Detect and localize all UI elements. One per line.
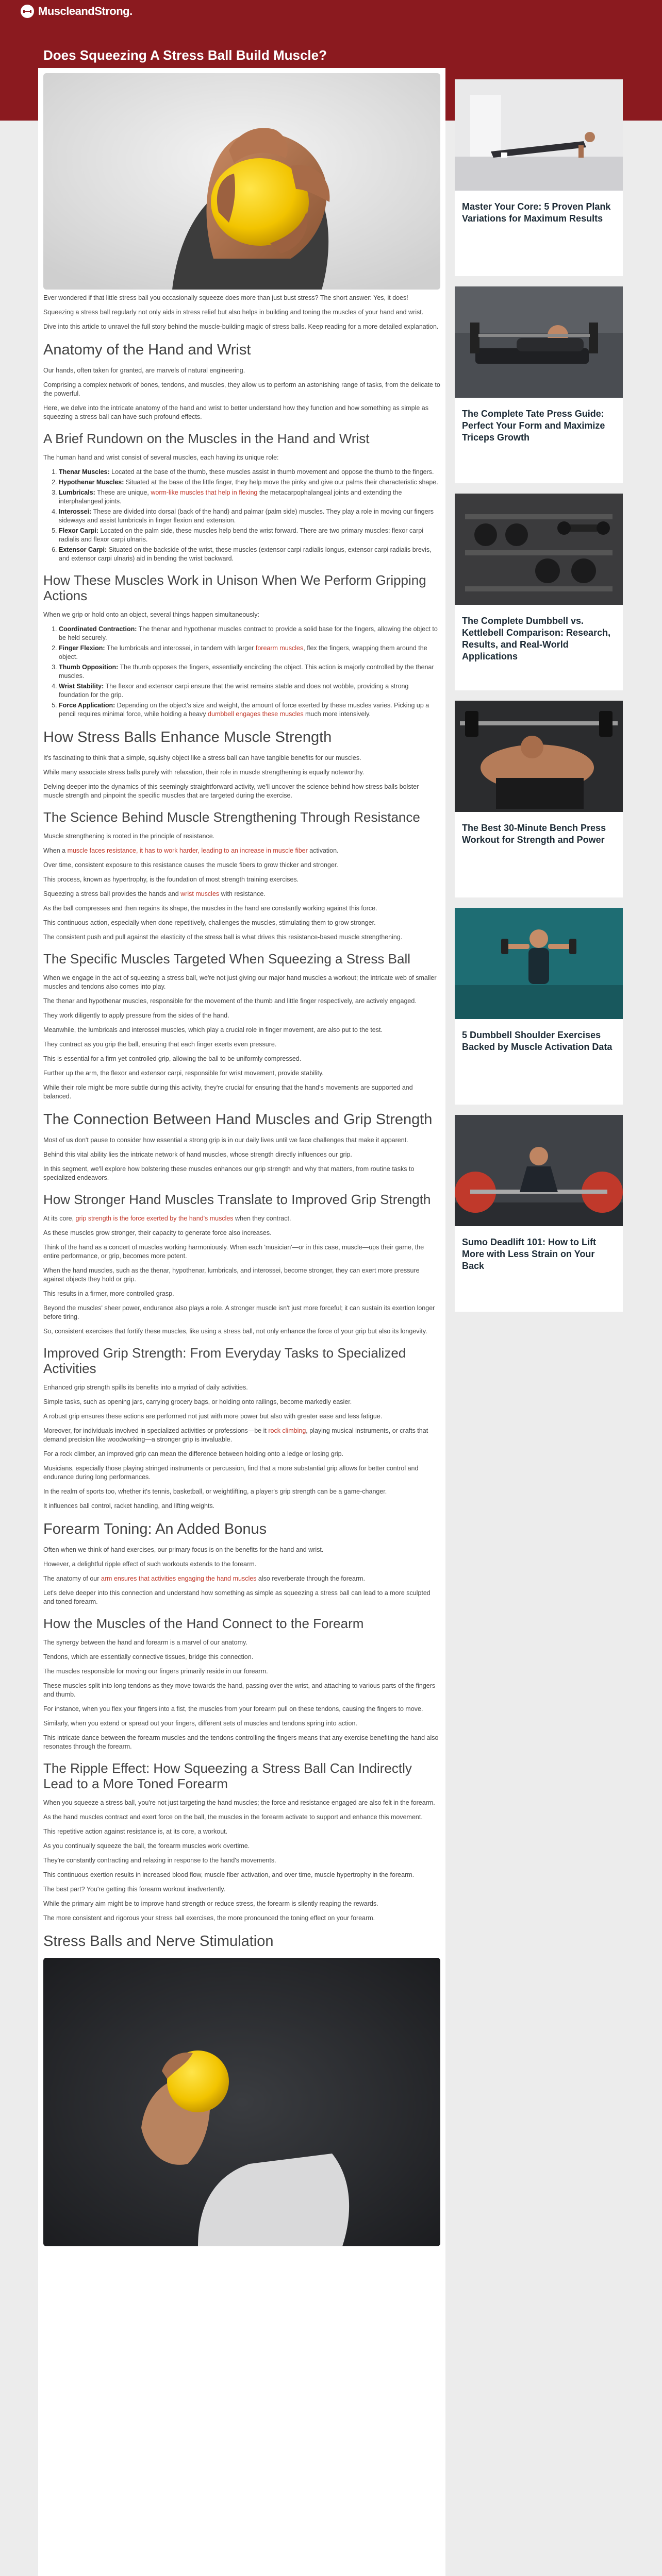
paragraph xyxy=(43,933,440,942)
paragraph xyxy=(43,1011,440,1020)
paragraph xyxy=(43,890,440,899)
section-heading: Stress Balls and Nerve Stimulation xyxy=(43,1933,274,1950)
list-item xyxy=(59,468,440,477)
paragraph-text: Let's delve deeper into this connection and understand how something as simple as squeezing a stress ball can lead to a more sculpted and toned forearm. xyxy=(43,1589,431,1605)
paragraph xyxy=(43,1464,440,1482)
paragraph xyxy=(43,323,440,331)
inline-link[interactable]: arm ensures that activities engaging the hand muscles xyxy=(101,1575,257,1582)
paragraph-text: Meanwhile, the lumbricals and interossei muscles, which play a crucial role in finger movement, are also put to the test. xyxy=(43,1026,383,1033)
paragraph xyxy=(43,1450,440,1459)
site-logo[interactable] xyxy=(21,4,133,19)
paragraph-text: Further up the arm, the flexor and extensor carpi, responsible for wrist movement, provide stability. xyxy=(43,1070,324,1077)
list-item xyxy=(59,478,440,487)
paragraph-text: Often when we think of hand exercises, our primary focus is on the benefits for the hand and wrist. xyxy=(43,1546,324,1553)
paragraph xyxy=(43,366,440,375)
paragraph-text: when they contract. xyxy=(233,1215,291,1222)
paragraph-text: This results in a firmer, more controlled grasp. xyxy=(43,1290,174,1297)
paragraph-text: As the hand muscles contract and exert force on the ball, the muscles in the forearm activate to support and enhance this movement. xyxy=(43,1814,423,1821)
paragraph xyxy=(43,1290,440,1298)
paragraph-text: Moreover, for individuals involved in specialized activities or professions—be it xyxy=(43,1427,269,1434)
numbered-list xyxy=(59,468,440,563)
paragraph-text: The more consistent and rigorous your stress ball exercises, the more pronounced the toning effect on your forearm. xyxy=(43,1914,375,1922)
paragraph-text: When a xyxy=(43,847,68,854)
paragraph-text: , playing musical instruments, or crafts that demand precision like woodworking—a stronger grip is invaluable. xyxy=(43,1427,428,1443)
list-item xyxy=(59,625,440,642)
subsection-heading: How Stronger Hand Muscles Translate to Improved Grip Strength xyxy=(43,1192,431,1207)
paragraph-text: A robust grip ensures these actions are performed not just with more power but also with greater ease and less fatigue. xyxy=(43,1413,383,1420)
paragraph xyxy=(43,1827,440,1836)
paragraph-text: They're constantly contracting and relaxing in response to the hand's movements. xyxy=(43,1857,276,1864)
paragraph-text: This repetitive action against resistance is, at its core, a workout. xyxy=(43,1828,228,1835)
paragraph-text: When we engage in the act of squeezing a stress ball, we're not just giving our major hand muscles a workout; the intricate web of smaller muscles and tendons also comes into play. xyxy=(43,974,437,990)
paragraph xyxy=(43,997,440,1006)
related-post-card[interactable] xyxy=(455,79,623,276)
paragraph-text: They contract as you grip the ball, ensuring that each finger exerts even pressure. xyxy=(43,1041,277,1048)
list-item-term: Thumb Opposition: xyxy=(59,664,119,671)
related-post-thumbnail[interactable] xyxy=(455,79,623,191)
related-post-thumbnail[interactable] xyxy=(455,1115,623,1226)
list-item-term: Force Application: xyxy=(59,702,115,709)
paragraph-text: with resistance. xyxy=(219,890,266,897)
paragraph-text: It's fascinating to think that a simple, squishy object like a stress ball can have tangible benefits for our muscles. xyxy=(43,754,361,761)
list-item xyxy=(59,644,440,662)
paragraph-text: Delving deeper into the dynamics of this seemingly straightforward activity, we'll uncover the science behind how stress balls bolster muscle strength and pinpoint the specific muscles that are targeted during the exercise. xyxy=(43,783,419,799)
paragraph xyxy=(43,1653,440,1662)
paragraph xyxy=(43,904,440,913)
related-post-card[interactable] xyxy=(455,701,623,897)
paragraph-text: This intricate dance between the forearm muscles and the tendons controlling the fingers means that any exercise benefiting the hand also resonates through the forearm. xyxy=(43,1734,439,1750)
related-post-title[interactable]: The Complete Tate Press Guide: Perfect Your Form and Maximize Triceps Growth xyxy=(462,409,605,443)
paragraph-text: Dive into this article to unravel the full story behind the muscle-building magic of stress balls. Keep reading for a more detailed explanation. xyxy=(43,323,439,330)
list-item xyxy=(59,546,440,563)
paragraph xyxy=(43,1487,440,1496)
paragraph-text: This is essential for a firm yet controlled grip, allowing the ball to be uniformly compressed. xyxy=(43,1055,302,1062)
paragraph-text: As you continually squeeze the ball, the forearm muscles work overtime. xyxy=(43,1842,250,1850)
paragraph xyxy=(43,974,440,991)
paragraph-text: Squeezing a stress ball provides the hands and xyxy=(43,890,181,897)
list-item-term: Flexor Carpi: xyxy=(59,527,99,534)
subsection-heading: A Brief Rundown on the Muscles in the Hand and Wrist xyxy=(43,431,370,446)
subsection-heading: The Science Behind Muscle Strengthening Through Resistance xyxy=(43,809,420,825)
related-post-title[interactable]: The Best 30-Minute Bench Press Workout for Strength and Power xyxy=(462,823,606,845)
list-item-term: Lumbricals: xyxy=(59,489,95,496)
subsection-heading: The Ripple Effect: How Squeezing a Stress Ball Can Indirectly Lead to a More Toned Forearm xyxy=(43,1760,412,1791)
paragraph-text: For instance, when you flex your fingers into a fist, the muscles from your forearm pull on these tendons, causing the fingers to move. xyxy=(43,1705,423,1713)
list-item-text: much more intensively. xyxy=(303,710,371,718)
list-item-text: the metacarpophalangeal joints and extending the interphalangeal joints. xyxy=(59,489,402,505)
paragraph xyxy=(43,1040,440,1049)
paragraph xyxy=(43,1871,440,1879)
subsection-heading: How These Muscles Work in Unison When We Perform Gripping Actions xyxy=(43,572,426,603)
paragraph xyxy=(43,832,440,841)
list-item-text: The lumbricals and interossei, in tandem with larger xyxy=(105,645,256,652)
paragraph xyxy=(43,783,440,800)
list-item xyxy=(59,488,440,506)
paragraph xyxy=(43,1667,440,1676)
paragraph-text: Enhanced grip strength spills its benefits into a myriad of daily activities. xyxy=(43,1384,248,1391)
paragraph xyxy=(43,1799,440,1807)
list-item-text: Situated on the backside of the wrist, these muscles (extensor carpi radialis longus, extensor carpi radialis brevis, and extensor carpi ulnaris) aid in bending the wrist backward. xyxy=(59,546,432,562)
section-heading: How Stress Balls Enhance Muscle Strength xyxy=(43,729,332,745)
subsection-heading: How the Muscles of the Hand Connect to the Forearm xyxy=(43,1616,364,1631)
paragraph xyxy=(43,1136,440,1145)
paragraph-text: At its core, xyxy=(43,1215,76,1222)
related-post-thumbnail[interactable] xyxy=(455,908,623,1019)
section-heading: Forearm Toning: An Added Bonus xyxy=(43,1521,267,1537)
list-item xyxy=(59,701,440,719)
list-item-term: Finger Flexion: xyxy=(59,645,105,652)
paragraph xyxy=(43,453,440,462)
paragraph xyxy=(43,768,440,777)
site-logo-text: MuscleandStrong. xyxy=(38,5,133,18)
paragraph-text: Most of us don't pause to consider how essential a strong grip is in our daily lives until we face challenges that make it apparent. xyxy=(43,1137,408,1144)
paragraph-text: The best part? You're getting this forearm workout inadvertently. xyxy=(43,1886,226,1893)
paragraph xyxy=(43,1560,440,1569)
paragraph-text: When the hand muscles, such as the thenar, hypothenar, lumbricals, and interossei, become stronger, they can exert more pressure against objects they hold or grip. xyxy=(43,1267,420,1283)
inline-link[interactable]: wrist muscles xyxy=(180,890,220,897)
section-heading: The Connection Between Hand Muscles and Grip Strength xyxy=(43,1111,433,1128)
list-item-text: , flex the fingers, wrapping them around the object. xyxy=(59,645,427,660)
paragraph-text: Tendons, which are essentially connective tissues, bridge this connection. xyxy=(43,1653,254,1660)
paragraph xyxy=(43,1856,440,1865)
paragraph xyxy=(43,1266,440,1284)
paragraph xyxy=(43,1914,440,1923)
paragraph-text: Ever wondered if that little stress ball you occasionally squeeze does more than just bust stress? The short answer: Yes, it does! xyxy=(43,294,408,301)
paragraph-text: The anatomy of our xyxy=(43,1575,101,1582)
paragraph xyxy=(43,846,440,855)
related-post-title[interactable]: Master Your Core: 5 Proven Plank Variations for Maximum Results xyxy=(462,201,611,224)
related-post-card[interactable] xyxy=(455,494,623,690)
paragraph-text: This process, known as hypertrophy, is the foundation of most strength training exercises. xyxy=(43,876,299,883)
paragraph-text: In the realm of sports too, whether it's tennis, basketball, or weightlifting, a player's grip strength can be a game-changer. xyxy=(43,1488,387,1495)
paragraph xyxy=(43,404,440,421)
paragraph-text: While many associate stress balls purely with relaxation, their role in muscle strengthening is equally noteworthy. xyxy=(43,769,365,776)
inline-link[interactable]: grip strength is the force exerted by the hand's muscles xyxy=(75,1215,234,1222)
paragraph xyxy=(43,1813,440,1822)
paragraph-text: also reverberate through the forearm. xyxy=(256,1575,365,1582)
list-item-text: The thenar and hypothenar muscles contract to provide a solid base for the fingers, allowing the object to be held securely. xyxy=(59,625,438,641)
paragraph-text: This continuous action, especially when done repetitively, challenges the muscles, stimulating them to grow stronger. xyxy=(43,919,376,926)
paragraph xyxy=(43,919,440,927)
related-post-card[interactable] xyxy=(455,908,623,1105)
list-item-text: Located on the palm side, these muscles help bend the wrist forward. There are two primary muscles: flexor carpi radialis and flexor carpi ulnaris. xyxy=(59,527,424,543)
paragraph-text: Here, we delve into the intricate anatomy of the hand and wrist to better understand how they function and how something as simple as squeezing a stress ball can have such profound effects. xyxy=(43,404,428,420)
paragraph-text: In this segment, we'll explore how bolstering these muscles enhances our grip strength and why that matters, from routine tasks to specialized endeavors. xyxy=(43,1165,415,1181)
list-item-term: Extensor Carpi: xyxy=(59,546,107,553)
paragraph xyxy=(43,1719,440,1728)
paragraph-text: As the ball compresses and then regains its shape, the muscles in the hand are constantly working against this force. xyxy=(43,905,377,912)
paragraph-text: Musicians, especially those playing stringed instruments or percussion, find that a more substantial grip allows for better control and endurance during long performances. xyxy=(43,1465,419,1481)
paragraph-text: While their role might be more subtle during this activity, they're crucial for ensuring that the hand's movements are supported and balanced. xyxy=(43,1084,413,1100)
paragraph xyxy=(43,1705,440,1714)
stress-ball-image xyxy=(43,1958,440,2246)
paragraph xyxy=(43,1574,440,1583)
paragraph-text: While the primary aim might be to improve hand strength or reduce stress, the forearm is silently reaping the rewards. xyxy=(43,1900,378,1907)
paragraph-text: They work diligently to apply pressure from the sides of the hand. xyxy=(43,1012,229,1019)
page-title: Does Squeezing A Stress Ball Build Muscle? xyxy=(43,47,327,63)
list-item-term: Hypothenar Muscles: xyxy=(59,479,124,486)
paragraph xyxy=(43,1546,440,1554)
paragraph xyxy=(43,1900,440,1908)
article-card xyxy=(38,68,445,2576)
paragraph xyxy=(43,1682,440,1699)
paragraph xyxy=(43,1383,440,1392)
list-item-text: Located at the base of the thumb, these muscles assist in thumb movement and oppose the thumb to the fingers. xyxy=(109,468,434,476)
paragraph-text: For a rock climber, an improved grip can mean the difference between holding onto a ledge or losing grip. xyxy=(43,1450,344,1458)
paragraph xyxy=(43,1589,440,1606)
list-item-text: The thumb opposes the fingers, essentially encircling the object. This action is majorly controlled by the thenar muscles. xyxy=(59,664,434,680)
list-item-term: Coordinated Contraction: xyxy=(59,625,137,633)
related-post-thumbnail[interactable] xyxy=(455,494,623,605)
list-item-text: The flexor and extensor carpi ensure that the wrist remains stable and does not wobble, providing a strong foundation for the grip. xyxy=(59,683,409,699)
related-posts-sidebar xyxy=(455,79,623,1322)
section-heading: Anatomy of the Hand and Wrist xyxy=(43,342,251,358)
paragraph xyxy=(43,875,440,884)
article-body xyxy=(43,294,440,2246)
paragraph-text: The muscles responsible for moving our fingers primarily reside in our forearm. xyxy=(43,1668,268,1675)
paragraph xyxy=(43,1083,440,1101)
paragraph-text: Beyond the muscles' sheer power, endurance also plays a role. A stronger muscle isn't just more forceful; it can sustain its exertion longer before tiring. xyxy=(43,1304,435,1320)
paragraph-text: The consistent push and pull against the elasticity of the stress ball is what drives this resistance-based muscle strengthening. xyxy=(43,934,403,941)
paragraph-text: When you squeeze a stress ball, you're not just targeting the hand muscles; the force and resistance engaged are also felt in the forearm. xyxy=(43,1799,435,1806)
paragraph-text: Over time, consistent exposure to this resistance causes the muscle fibers to grow thicker and stronger. xyxy=(43,861,338,869)
list-item xyxy=(59,682,440,700)
paragraph xyxy=(43,611,440,619)
inline-link[interactable]: rock climbing xyxy=(268,1427,306,1434)
paragraph xyxy=(43,294,440,302)
paragraph xyxy=(43,1165,440,1182)
inline-link[interactable]: dumbbell engages these muscles xyxy=(208,710,304,718)
paragraph xyxy=(43,1243,440,1261)
list-item-term: Wrist Stability: xyxy=(59,683,104,690)
paragraph xyxy=(43,1842,440,1851)
paragraph-text: Think of the hand as a concert of muscles working harmoniously. When each 'musician'—or in this case, muscle—ups their game, the entire performance, or grip, becomes more potent. xyxy=(43,1244,424,1260)
paragraph xyxy=(43,308,440,317)
paragraph-text: The human hand and wrist consist of several muscles, each having its unique role: xyxy=(43,454,279,461)
paragraph-text: It influences ball control, racket handling, and lifting weights. xyxy=(43,1502,215,1510)
paragraph-text: Simple tasks, such as opening jars, carrying grocery bags, or holding onto railings, become markedly easier. xyxy=(43,1398,352,1405)
subsection-heading: The Specific Muscles Targeted When Squeezing a Stress Ball xyxy=(43,951,410,967)
list-item xyxy=(59,663,440,681)
paragraph-text: However, a delightful ripple effect of such workouts extends to the forearm. xyxy=(43,1561,257,1568)
paragraph xyxy=(43,1734,440,1751)
list-item-text: Depending on the object's size and weight, the amount of force exerted by these muscles varies. Picking up a pencil requires minimal force, while holding a heavy xyxy=(59,702,429,718)
site-header xyxy=(0,0,662,23)
inline-link[interactable]: muscle faces resistance, it has to work harder, leading to an increase in muscle fiber xyxy=(67,847,308,854)
list-item-text: These are unique, xyxy=(95,489,151,496)
subsection-heading: Improved Grip Strength: From Everyday Tasks to Specialized Activities xyxy=(43,1345,406,1376)
dumbbell-logo-icon xyxy=(21,5,34,18)
paragraph-text: When we grip or hold onto an object, several things happen simultaneously: xyxy=(43,611,260,618)
paragraph xyxy=(43,381,440,398)
paragraph-text: activation. xyxy=(307,847,339,854)
inline-link[interactable]: forearm muscles xyxy=(255,645,304,652)
related-post-title[interactable]: Sumo Deadlift 101: How to Lift More with Less Strain on Your Back xyxy=(462,1237,597,1271)
paragraph xyxy=(43,1214,440,1223)
paragraph xyxy=(43,1398,440,1406)
related-post-title[interactable]: 5 Dumbbell Shoulder Exercises Backed by Muscle Activation Data xyxy=(462,1030,613,1052)
paragraph xyxy=(43,861,440,870)
list-item-term: Interossei: xyxy=(59,508,92,515)
paragraph xyxy=(43,1069,440,1078)
paragraph-text: As these muscles grow stronger, their capacity to generate force also increases. xyxy=(43,1229,272,1236)
paragraph-text: This continuous exertion results in increased blood flow, muscle fiber activation, and over time, muscle hypertrophy in the forearm. xyxy=(43,1871,415,1878)
related-post-card[interactable] xyxy=(455,1115,623,1312)
list-item xyxy=(59,507,440,525)
paragraph xyxy=(43,1304,440,1321)
paragraph xyxy=(43,1412,440,1421)
related-post-thumbnail[interactable] xyxy=(455,286,623,398)
list-item-text: Situated at the base of the little finger, they help move the pinky and give our palms their characteristic shape. xyxy=(124,479,438,486)
paragraph xyxy=(43,1427,440,1444)
numbered-list xyxy=(59,625,440,719)
paragraph xyxy=(43,1638,440,1647)
paragraph-text: These muscles split into long tendons as they move towards the hand, passing over the wrist, and attaching to various parts of the fingers and thumb. xyxy=(43,1682,436,1698)
paragraph xyxy=(43,1055,440,1063)
paragraph-text: Similarly, when you extend or spread out your fingers, different sets of muscles and tendons spring into action. xyxy=(43,1720,357,1727)
related-post-thumbnail[interactable] xyxy=(455,701,623,812)
paragraph-text: Behind this vital ability lies the intricate network of hand muscles, whose strength directly influences our grip. xyxy=(43,1151,352,1158)
paragraph xyxy=(43,1502,440,1511)
paragraph xyxy=(43,1327,440,1336)
paragraph xyxy=(43,1229,440,1238)
paragraph-text: The thenar and hypothenar muscles, responsible for the movement of the thumb and little finger respectively, are actively engaged. xyxy=(43,997,417,1005)
paragraph-text: So, consistent exercises that fortify these muscles, like using a stress ball, not only enhance the force of your grip but also its longevity. xyxy=(43,1328,427,1335)
paragraph xyxy=(43,1885,440,1894)
paragraph-text: Comprising a complex network of bones, tendons, and muscles, they allow us to perform an astonishing range of tasks, from the delicate to the powerful. xyxy=(43,381,440,397)
paragraph xyxy=(43,1026,440,1035)
related-post-title[interactable]: The Complete Dumbbell vs. Kettlebell Comparison: Research, Results, and Real-World Applications xyxy=(462,616,611,662)
list-item-text: These are divided into dorsal (back of the hand) and palmar (palm side) muscles. They play a role in moving our fingers sideways and assist lumbricals in finger flexion and extension. xyxy=(59,508,434,524)
paragraph-text: Squeezing a stress ball regularly not only aids in stress relief but also helps in building and toning the muscles of your hand and wrist. xyxy=(43,309,424,316)
paragraph-text: Muscle strengthening is rooted in the principle of resistance. xyxy=(43,833,215,840)
paragraph xyxy=(43,754,440,762)
list-item-term: Thenar Muscles: xyxy=(59,468,110,476)
related-post-card[interactable] xyxy=(455,286,623,483)
hero-image xyxy=(43,73,440,290)
paragraph-text: Our hands, often taken for granted, are marvels of natural engineering. xyxy=(43,367,245,374)
list-item xyxy=(59,527,440,544)
paragraph xyxy=(43,1150,440,1159)
paragraph-text: The synergy between the hand and forearm is a marvel of our anatomy. xyxy=(43,1639,247,1646)
inline-link[interactable]: worm-like muscles that help in flexing xyxy=(151,489,258,496)
